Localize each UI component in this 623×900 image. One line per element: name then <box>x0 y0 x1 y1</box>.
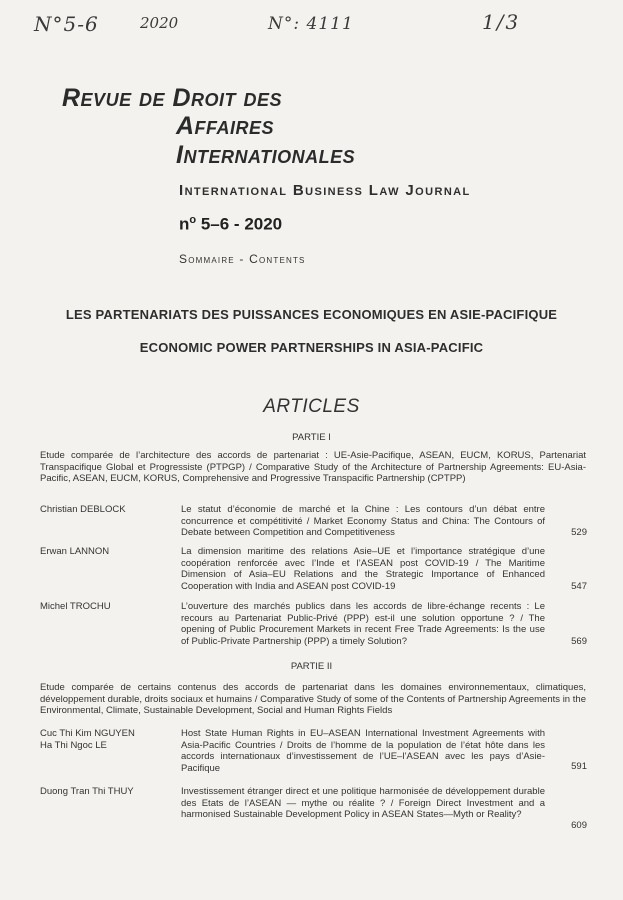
article-title-trochu: L’ouverture des marchés publics dans les accords de libre-échange recents : Le recours au Partenariat Public-Privé (PPP) est-il une solution opportune ? / The opening of Public Procurement Markets in recent Free Trade Agreements: Is the use of Public-Private Partnership (PPP) a timely Solution? <box>181 601 545 647</box>
page-number-thuy: 609 <box>571 820 587 831</box>
author-thuy: Duong Tran Thi THUY <box>40 786 134 797</box>
issue-number: $n^o$ 5–6 - 2020 <box>179 214 283 234</box>
article-title-deblock: Le statut d’économie de marché et la Chine : Les contours d’un débat entre concurrence et compétitivité / Market Economy Status and China: The Contours of Debate between Competition and Competitiveness <box>181 504 545 538</box>
main-title-fr: LES PARTENARIATS DES PUISSANCES ECONOMIQUES EN ASIE-PACIFIQUE <box>65 307 558 322</box>
article-title-lannon: La dimension maritime des relations Asie–UE et l’importance stratégique d’une coopération renforcée avec l’Inde et l’ASEAN post COVID-19 / The Maritime Dimension of Asia–EU Relations and the Strategic Importance of Enhanced Cooperation with India and ASEAN post COVID-19 <box>181 546 545 592</box>
author-le: Ha Thi Ngoc LE <box>40 740 107 751</box>
partie-2-label: PARTIE II <box>290 661 333 672</box>
handwritten-number-note: N°: 4111 <box>268 14 354 34</box>
partie-1-intro: Etude comparée de l’architecture des accords de partenariat : UE-Asie-Pacifique, ASEAN, EUCM, KORUS, Partenariat Transpacifique Global et Progressiste (PTPGP) / Comparative Study of the Architecture of Partnership Agreements: EU-Asia-Pacific, ASEAN, EUCM, KORUS, Comprehensive and Progressive Transpacific Partnership (CPTPP) <box>40 450 586 484</box>
page-number-deblock: 529 <box>571 527 587 538</box>
author-deblock: Christian DEBLOCK <box>40 504 126 515</box>
handwritten-year-note: 2020 <box>140 14 179 32</box>
article-title-thuy: Investissement étranger direct et une politique harmonisée de développement durable des Etats de l’ASEAN — mythe ou réalite ? / Foreign Direct Investment and a harmonised Sustainable Development Policy in ASEAN States—Myth or Reality? <box>181 786 545 820</box>
revue-title-line3: Internationales <box>176 141 356 169</box>
partie-2-intro: Etude comparée de certains contenus des accords de partenariat dans les domaines environnementaux, climatiques, développement durable, droits sociaux et humains / Comparative Study of some of the Contents of Partnership Agreements in the Environmental, Climate, Sustainable Development, Social and Human Rights Fields <box>40 682 586 716</box>
page-number-lannon: 547 <box>571 581 587 592</box>
author-lannon: Erwan LANNON <box>40 546 110 557</box>
main-title-en: ECONOMIC POWER PARTNERSHIPS IN ASIA-PACIFIC <box>139 340 484 355</box>
sommaire-label: Sommaire - Contents <box>179 252 306 266</box>
page-number-nguyen-le: 591 <box>571 761 587 772</box>
article-title-nguyen-le: Host State Human Rights in EU–ASEAN International Investment Agreements with Asia-Pacific Countries / Droits de l’homme de la population de l’état hôte dans les accords internationaux d’investissement de l’UE–l’ASEAN avec les pays d’Asie-Pacifique <box>181 728 545 774</box>
partie-1-label: PARTIE I <box>292 432 331 443</box>
revue-title-line2: Affaires <box>176 112 275 140</box>
revue-title-line1: Revue de Droit des <box>62 84 282 112</box>
handwritten-page-note: 1/3 <box>482 10 521 34</box>
author-trochu: Michel TROCHU <box>40 601 111 612</box>
author-nguyen: Cuc Thi Kim NGUYEN <box>40 728 135 739</box>
page-number-trochu: 569 <box>571 636 587 647</box>
journal-english-title: International Business Law Journal <box>179 182 471 199</box>
handwritten-issue-note: N°5-6 <box>34 12 99 36</box>
articles-heading: ARTICLES <box>263 396 360 417</box>
